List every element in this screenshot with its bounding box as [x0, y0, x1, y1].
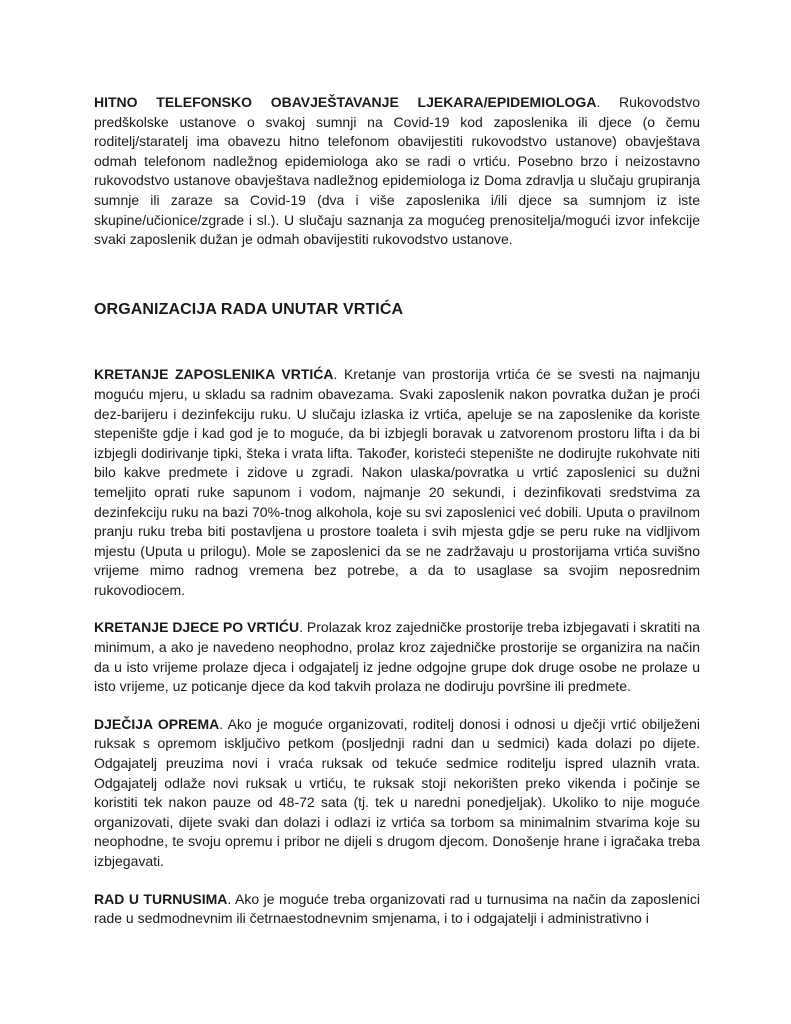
paragraph-label: HITNO TELEFONSKO OBAVJEŠTAVANJE LJEKARA/EPIDEMIOLOGA: [94, 94, 597, 110]
paragraph-label: DJEČIJA OPREMA: [94, 715, 220, 732]
section-heading: ORGANIZACIJA RADA UNUTAR VRTIĆA: [94, 300, 404, 318]
paragraph-text: . Prolazak kroz zajedničke prostorije treba izbjegavati i skratiti na minimum, a ako je navedeno neophodno, prolaz kroz zajedničke prostorije se organizira na način da u isto vrijeme prolaze djeca i odgajatelj iz jedne odgojne grupe dok druge osobe ne prolaze u isto vrijeme, uz poticanje djece da kod takvih prolaza ne dodiruju površine ili predmete.: [94, 619, 700, 695]
paragraph-children-equipment: [94, 715, 700, 872]
paragraph-text: . Ako je moguće organizovati, roditelj donosi i odnosi u dječji vrtić obilježeni ruksak s opremom isključivo petkom (posljednji radni dan u sedmici) kada dolazi po dijete. Odgajatelj preuzima novi i vraća ruksak od tekuće sedmice roditelju ispred ulaznih vrata. Odgajatelj odlaže novi ruksak u vrtiću, te ruksak stoji nekorišten preko vikenda i počinje se koristiti tek nakon pauze od 48-72 sata (tj. tek u naredni ponedjeljak). Ukoliko to nije moguće organizovati, dijete svaki dan dolazi i odlazi iz vrtića sa torbom sa minimalnim stvarima koje su neophodne, te svoju opremu i pribor ne dijeli s drugom djecom. Donošenje hrane i igračaka treba izbjegavati.: [94, 715, 700, 869]
paragraph-label: KRETANJE ZAPOSLENIKA VRTIĆA: [94, 366, 334, 383]
document-page: [94, 93, 700, 929]
paragraph-text: . Rukovodstvo predškolske ustanove o svakoj sumnji na Covid-19 kod zaposlenika ili djece (o čemu roditelj/staratelj ima obavezu hitno telefonom obavijestiti rukovodstvo ustanove) obavještava odmah telefonom nadležnog epidemiologa ako se radi o vrtiću. Posebno brzo i neizostavno rukovodstvo ustanove obavještava nadležnog epidemiologa iz Doma zdravlja u slučaju grupiranja sumnje ili zaraze sa Covid-19 (dva i više zaposlenika i/ili djece sa sumnjom iz iste skupine/učionice/zgrade i sl.). U slučaju saznanja za mogućeg prenositelja/mogući izvor infekcije svaki zaposlenik dužan je odmah obavijestiti rukovodstvo ustanove.: [94, 94, 700, 248]
paragraph-epidemiologist-notice: [94, 93, 700, 250]
paragraph-children-movement: [94, 618, 700, 696]
paragraph-text: . Kretanje van prostorija vrtića će se svesti na najmanju moguću mjeru, u skladu sa radnim obavezama. Svaki zaposlenik nakon povratka dužan je proći dez-barijeru i dezinfekciju ruku. U slučaju izlaska iz vrtića, apeluje se na zaposlenike da koriste stepenište gdje i kad god je to moguće, da bi izbjegli boravak u zatvorenom prostoru lifta i da bi izbjegli dodirivanje tipki, šteka i vrata lifta. Također, koristeći stepenište ne dodirujte rukohvate niti bilo kakve predmete i zidove u zgradi. Nakon ulaska/povratka u vrtić zaposlenici su dužni temeljito oprati ruke sapunom i vodom, najmanje 20 sekundi, i dezinfikovati sredstvima za dezinfekciju ruku na bazi 70%-tnog alkohola, koje su svi zaposlenici već dobili. Uputa o pravilnom pranju ruku treba biti postavljena u prostore toaleta i svih mjesta gdje se peru ruke na vidljivom mjestu (Uputa u prilogu). Mole se zaposlenici da se ne zadržavaju u prostorijama vrtića suvišno vrijeme mimo radnog vremena bez potrebe, a da to usaglase sa svojim neposrednim rukovodiocem.: [94, 366, 701, 598]
paragraph-shift-work: [94, 890, 700, 929]
paragraph-staff-movement: [94, 365, 700, 600]
paragraph-label: RAD U TURNUSIMA: [94, 890, 228, 907]
paragraph-text: . Ako je moguće treba organizovati rad u turnusima na način da zaposlenici rade u sedmodnevnim ili četrnaestodnevnim smjenama, i to i odgajatelji i administrativno i: [94, 890, 700, 927]
paragraph-label: KRETANJE DJECE PO VRTIĆU: [94, 619, 300, 636]
